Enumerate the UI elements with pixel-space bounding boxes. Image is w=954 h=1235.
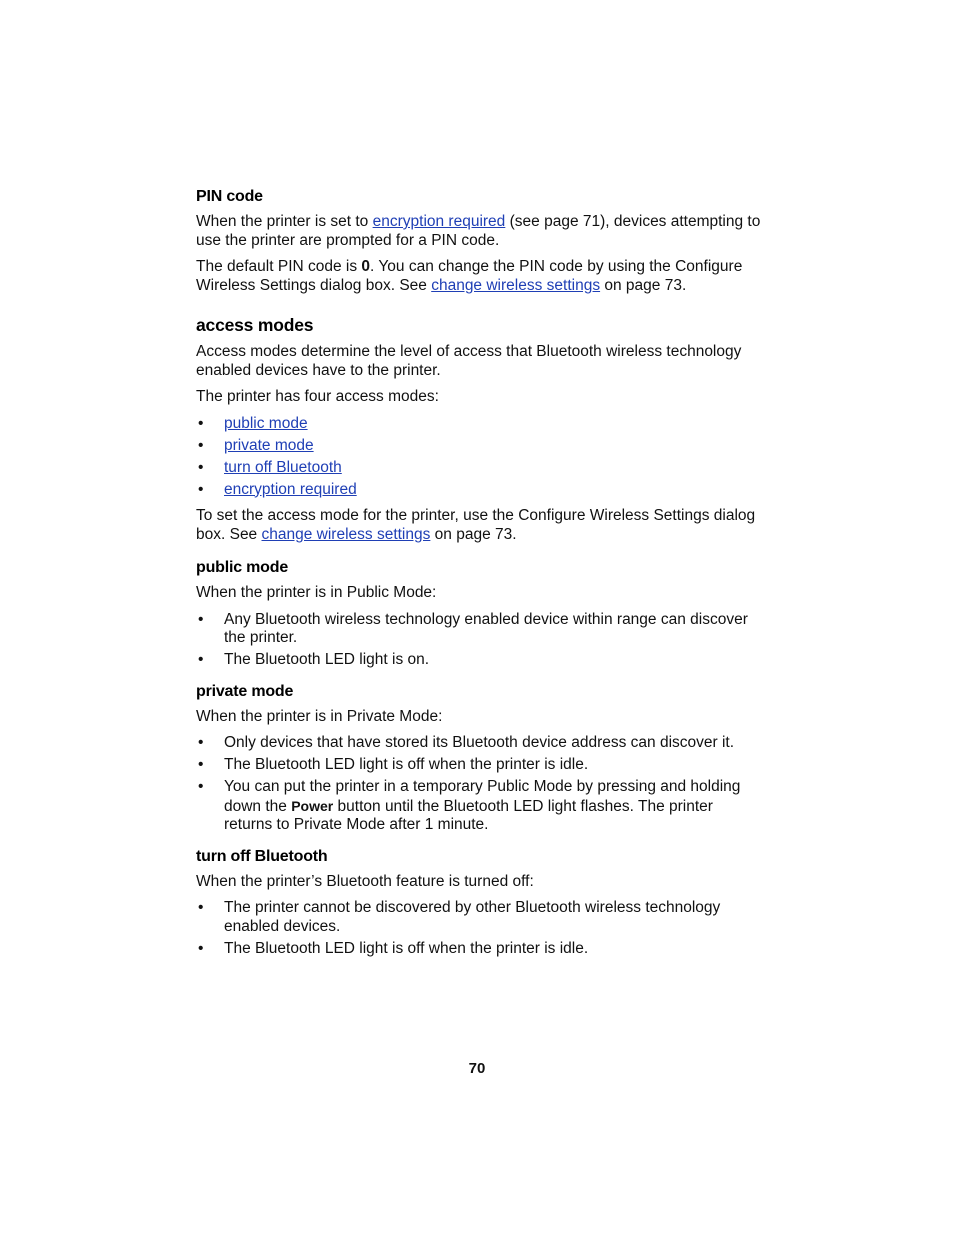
access-paragraph-1: Access modes determine the level of access that Bluetooth wireless technology enabled devices have to the printer. [196, 343, 742, 379]
bullet: • [198, 480, 204, 498]
link-encryption-required[interactable]: encryption required [372, 213, 506, 230]
public-intro: When the printer is in Public Mode: [196, 584, 437, 601]
list-item [196, 481, 762, 500]
power-button-label: Power [291, 797, 334, 814]
link-private-mode[interactable]: private mode [224, 436, 314, 454]
list-item: • Only devices that have stored its Bluetooth device address can discover it. [198, 734, 735, 751]
link-change-wireless-settings[interactable]: change wireless settings [431, 276, 601, 294]
link-change-wireless-settings-2[interactable]: change wireless settings [261, 525, 431, 543]
list-item: • The Bluetooth LED light is on. [198, 651, 430, 668]
bullet: • [198, 778, 204, 795]
private-mode-list [196, 734, 762, 835]
link-public-mode[interactable]: public mode [224, 414, 308, 432]
bullet: • [198, 436, 204, 454]
access-paragraph-2: The printer has four access modes: [196, 388, 439, 405]
list-item [196, 459, 762, 478]
list-item [196, 415, 762, 434]
bullet: • [198, 458, 204, 476]
list-item: • Any Bluetooth wireless technology enabled device within range can discover the printer. [198, 610, 748, 646]
pin-paragraph-1: When the printer is set to encryption required (see page 71), devices attempting to use the printer are prompted for a PIN code. [196, 213, 761, 249]
list-item: • The Bluetooth LED light is off when the printer is idle. [198, 939, 589, 957]
bullet: • [198, 414, 204, 432]
list-item: • The printer cannot be discovered by other Bluetooth wireless technology enabled devices. [198, 899, 721, 935]
list-item: • The Bluetooth LED light is off when the printer is idle. [198, 756, 589, 773]
bullet: • [198, 756, 204, 773]
document-body [196, 188, 762, 962]
heading-public-mode: public mode [196, 559, 289, 576]
bullet: • [198, 651, 204, 668]
link-turn-off-bluetooth[interactable]: turn off Bluetooth [224, 458, 342, 476]
page-number: 70 [468, 1060, 486, 1077]
pin-paragraph-2: The default PIN code is 0. You can change the PIN code by using the Configure Wireless Settings dialog box. See change wireless settings on page 73. [196, 258, 743, 294]
bullet: • [198, 734, 204, 751]
list-item: • You can put the printer in a temporary Public Mode by pressing and holding down the Power button until the Bluetooth LED light flashes. The printer returns to Private Mode after 1 minute. [198, 778, 741, 833]
heading-turn-off-bluetooth: turn off Bluetooth [196, 847, 328, 865]
access-mode-links [196, 415, 762, 500]
bullet: • [198, 610, 204, 628]
heading-access-modes: access modes [196, 315, 314, 335]
off-intro: When the printer’s Bluetooth feature is turned off: [196, 872, 534, 890]
default-pin: 0 [361, 258, 371, 275]
link-encryption-required-2[interactable]: encryption required [224, 480, 357, 498]
public-mode-list [196, 611, 762, 670]
turn-off-list [196, 899, 762, 958]
heading-private-mode: private mode [196, 682, 294, 700]
bullet: • [198, 899, 204, 916]
list-item [196, 437, 762, 456]
access-paragraph-3: To set the access mode for the printer, use the Configure Wireless Settings dialog box. See change wireless settings on page 73. [196, 507, 756, 543]
private-intro: When the printer is in Private Mode: [196, 707, 443, 725]
bullet: • [198, 939, 204, 957]
heading-pin-code: PIN code [196, 188, 263, 205]
